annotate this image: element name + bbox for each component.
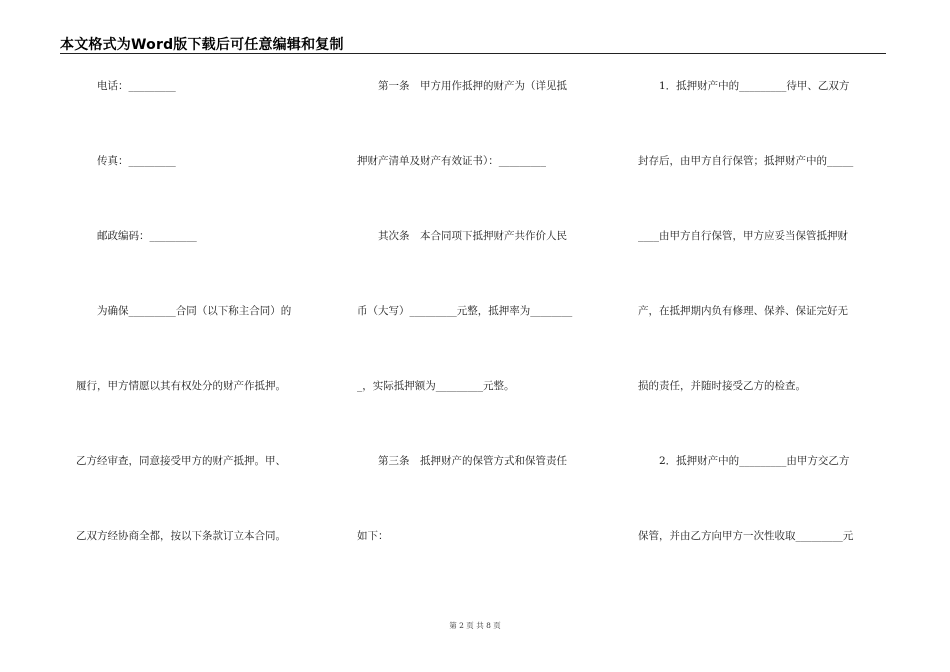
text-line: 保管，并由乙方向甲方一次性收取_________元 xyxy=(638,530,854,542)
text-line: 传真：_________ xyxy=(76,155,176,167)
text-line: 履行，甲方情愿以其有权处分的财产作抵押。 xyxy=(76,380,286,392)
text-line: 币（大写）_________元整，抵押率为________ xyxy=(357,305,573,317)
text-line: 为确保_________合同（以下称主合同）的 xyxy=(76,305,292,317)
text-line: 第一条 甲方用作抵押的财产为（详见抵 xyxy=(357,80,567,92)
text-line: 邮政编码：_________ xyxy=(76,230,197,242)
text-line: ____由甲方自行保管，甲方应妥当保管抵押财 xyxy=(638,230,848,242)
page-header-title: 本文格式为Word版下载后可任意编辑和复制 xyxy=(60,37,344,53)
text-line: 封存后，由甲方自行保管；抵押财产中的_____ xyxy=(638,155,854,167)
text-line: 损的责任，并随时接受乙方的检查。 xyxy=(638,380,806,392)
text-line: 如下： xyxy=(357,530,389,542)
page-number-footer: 第 2 页 共 8 页 xyxy=(449,621,501,630)
text-line: _，实际抵押额为_________元整。 xyxy=(357,380,515,392)
text-line: 第三条 抵押财产的保管方式和保管责任 xyxy=(357,455,567,467)
text-line: 2．抵押财产中的_________由甲方交乙方 xyxy=(638,455,850,467)
text-line: 押财产清单及财产有效证书）：_________ xyxy=(357,155,546,167)
text-line: 产，在抵押期内负有修理、保养、保证完好无 xyxy=(638,305,848,317)
text-line: 乙方经审查，同意接受甲方的财产抵押。甲、 xyxy=(76,455,286,467)
text-line: 1．抵押财产中的_________待甲、乙双方 xyxy=(638,80,850,92)
text-line: 乙双方经协商全都，按以下条款订立本合同。 xyxy=(76,530,286,542)
header-divider xyxy=(60,53,886,54)
text-line: 其次条 本合同项下抵押财产共作价人民 xyxy=(357,230,567,242)
text-line: 电话：_________ xyxy=(76,80,176,92)
